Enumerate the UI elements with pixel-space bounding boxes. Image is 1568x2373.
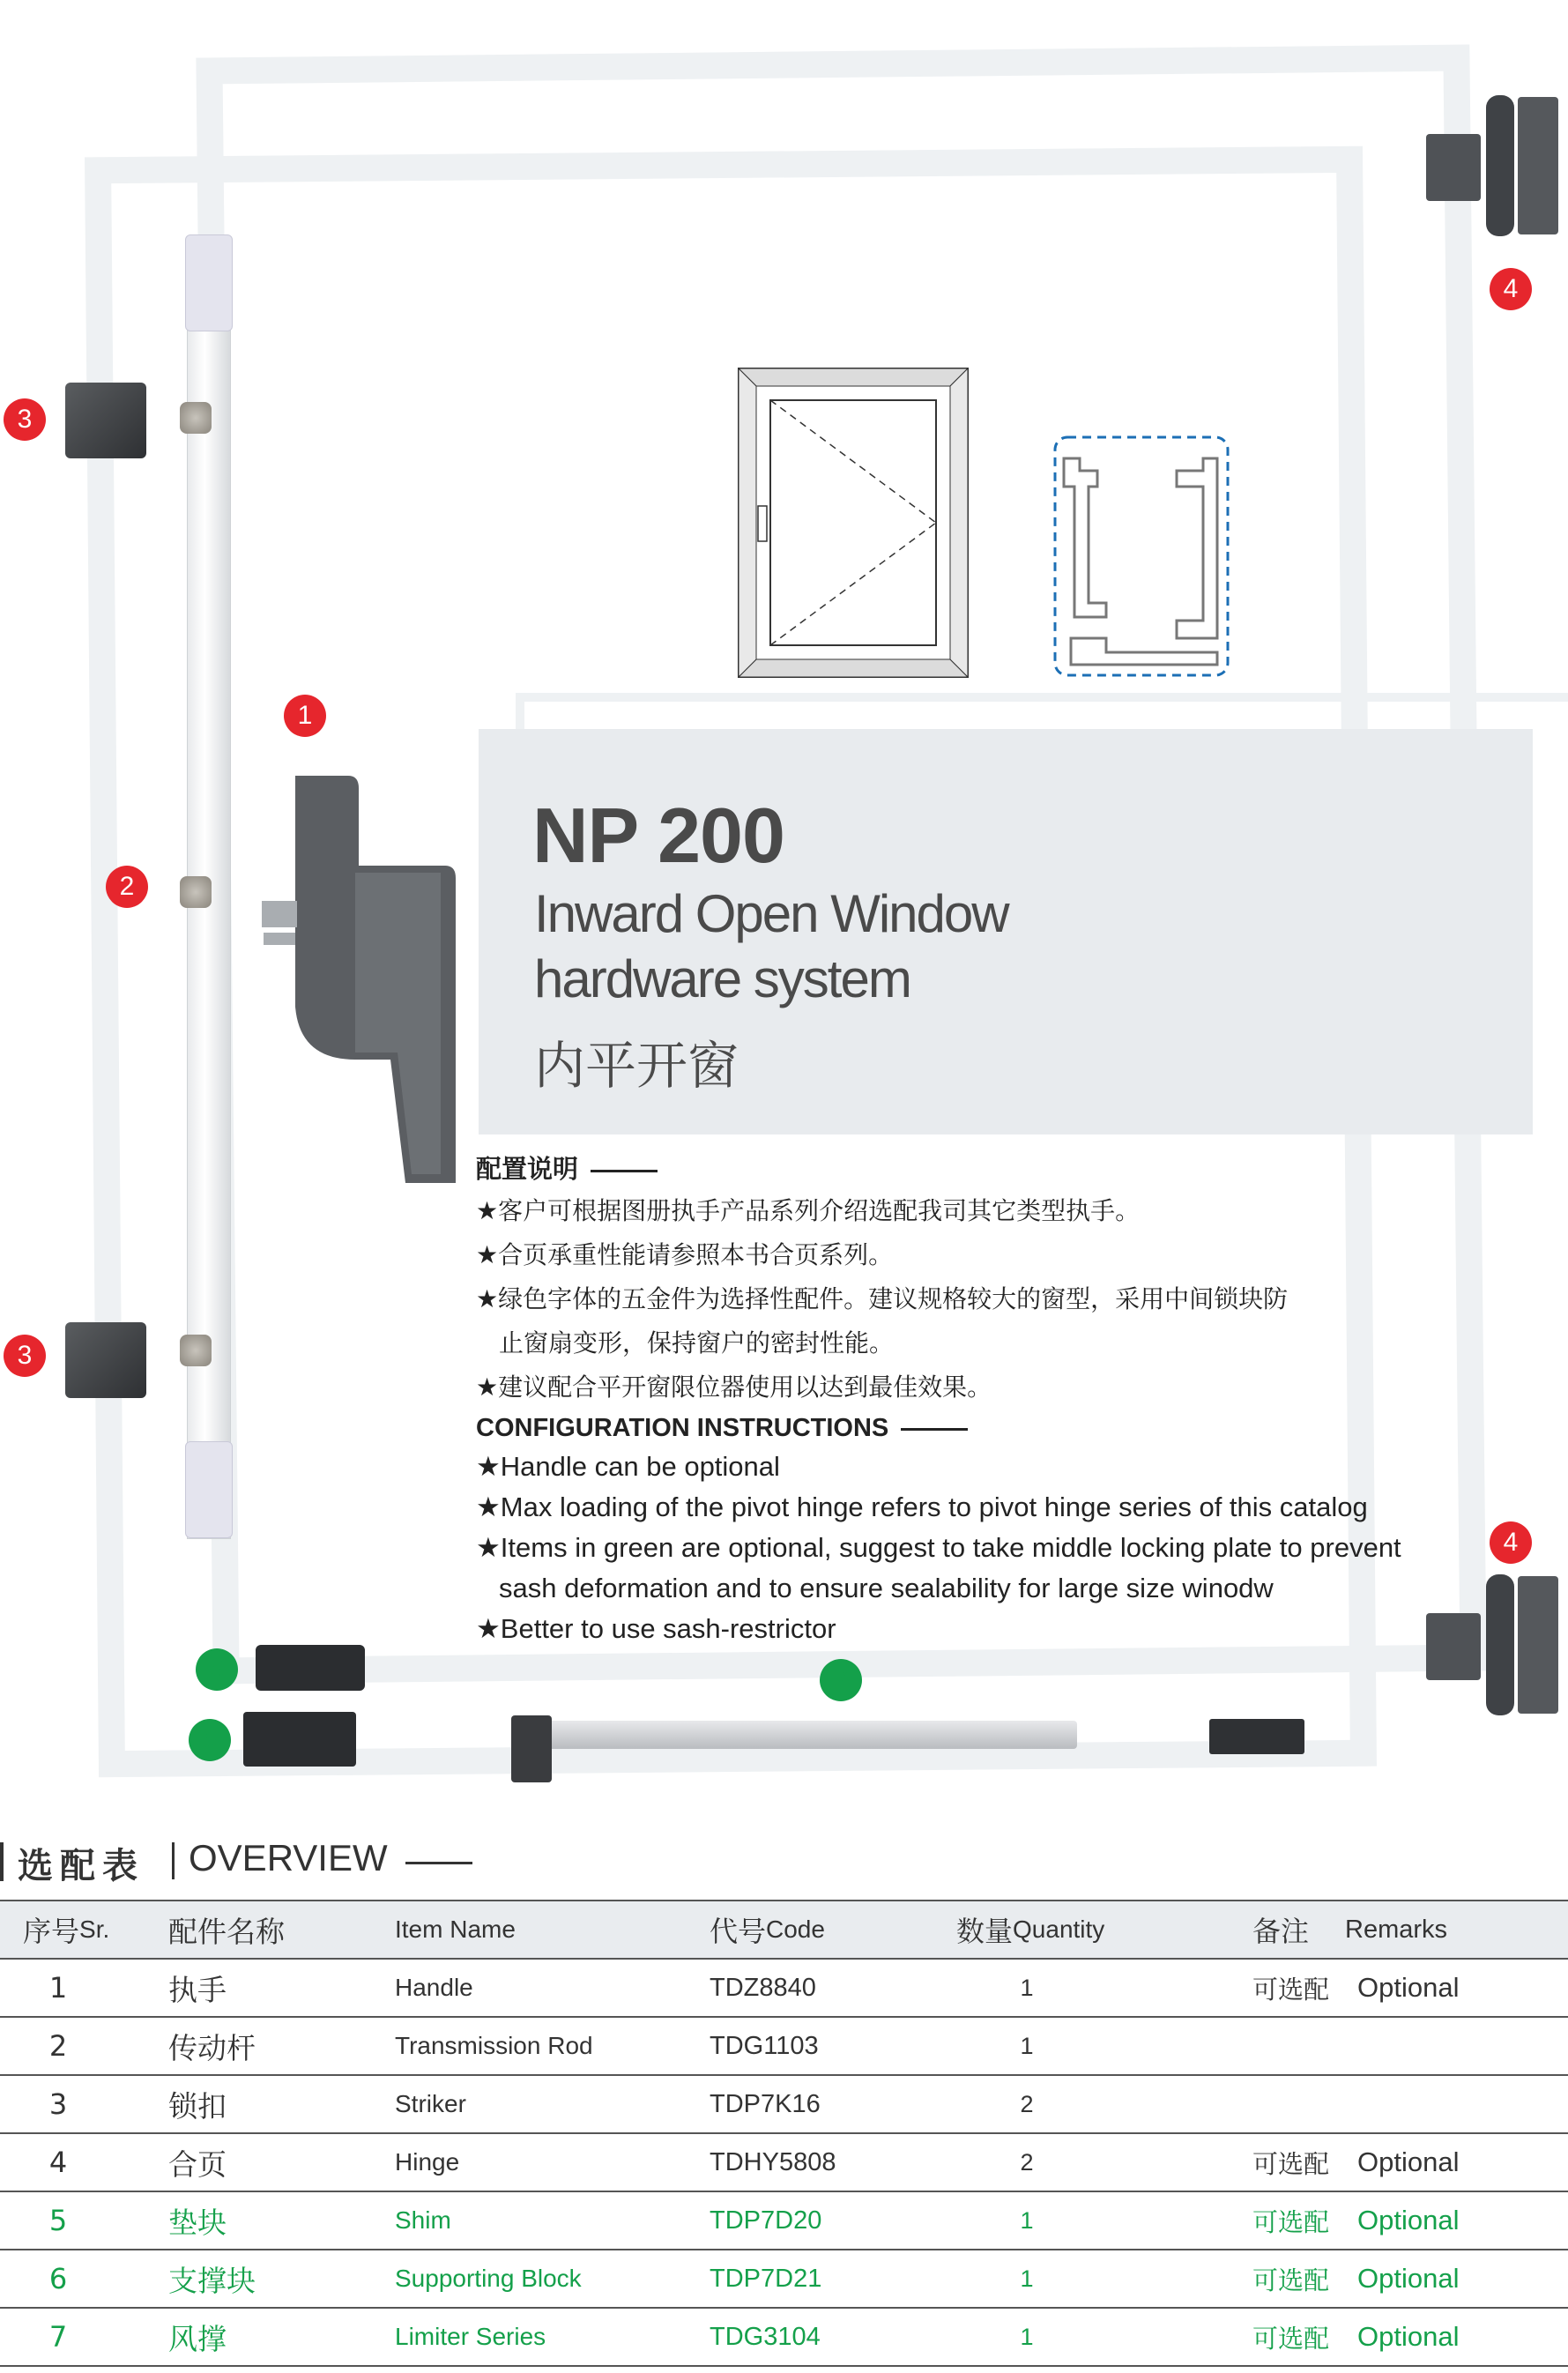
striker-bottom: [65, 1322, 146, 1398]
cell-name-en: Supporting Block: [395, 2265, 582, 2292]
cell-qty: 1: [1020, 2265, 1034, 2292]
cell-name-en: Striker: [395, 2090, 466, 2117]
table-row: [0, 2018, 1568, 2076]
instruction-cn-item: ★建议配合平开窗限位器使用以达到最佳效果。: [476, 1372, 992, 1402]
badge-1: 1: [284, 695, 326, 737]
cell-sr: 3: [48, 2087, 68, 2121]
cell-code: TDG1103: [710, 2031, 819, 2060]
product-subtitle: [534, 882, 1169, 1012]
cell-name-en: Hinge: [395, 2148, 460, 2176]
heading-text: CONFIGURATION INSTRUCTIONS: [476, 1414, 889, 1442]
header-name-en: Item Name: [395, 1916, 516, 1943]
header-code: 代号 Code: [710, 1915, 825, 1948]
profile-section-icon: [1053, 435, 1230, 677]
overview-table: [0, 1900, 1568, 2367]
cell-name-cn: 执手: [168, 1972, 227, 2007]
cell-qty: 1: [1020, 2206, 1034, 2234]
cell-name-cn: 锁扣: [168, 2088, 227, 2124]
rod-pin: [180, 876, 212, 908]
badge-3-top: 3: [4, 398, 46, 441]
cell-remark-cn: 可选配: [1252, 2206, 1330, 2237]
cell-remark-cn: 可选配: [1252, 2265, 1330, 2295]
cell-remark-cn: 可选配: [1252, 2148, 1330, 2179]
badge-6: 6: [189, 1719, 231, 1761]
cell-name-cn: 合页: [168, 2146, 227, 2182]
cell-name-en: Handle: [395, 1974, 473, 2001]
rod-end-bottom: [185, 1441, 233, 1538]
limiter-arm-image: [513, 1721, 1077, 1749]
badge-3-bottom: 3: [4, 1335, 46, 1377]
instruction-en-item: ★Handle can be optional: [476, 1451, 780, 1482]
overview-bar: [0, 1842, 4, 1881]
cell-code: TDP7K16: [710, 2089, 821, 2118]
striker-top: [65, 383, 146, 458]
cell-qty: 2: [1020, 2148, 1034, 2176]
cell-name-cn: 支撑块: [168, 2263, 256, 2298]
table-row: [0, 1960, 1568, 2018]
subtitle-line-2: hardware system: [534, 949, 910, 1008]
cell-name-en: Limiter Series: [395, 2323, 546, 2350]
cell-remark-en: Optional: [1357, 2263, 1460, 2294]
table-row-optional: [0, 2250, 1568, 2309]
badge-5: 5: [196, 1648, 238, 1691]
window-diagram-icon: [737, 367, 970, 679]
instruction-en-item: ★Better to use sash-restrictor: [476, 1613, 836, 1644]
header-name-cn: 配件名称: [168, 1914, 285, 1949]
subtitle-line-1: Inward Open Window: [534, 884, 1008, 943]
instructions-en-heading: [476, 1414, 968, 1443]
rod-pin: [180, 1335, 212, 1366]
cell-name-en: Transmission Rod: [395, 2032, 593, 2059]
instruction-cn-item: ★合页承重性能请参照本书合页系列。: [476, 1240, 894, 1269]
instruction-cn-item: 止窗扇变形，保持窗户的密封性能。: [499, 1328, 895, 1358]
hinge-bottom-image: [1426, 1613, 1481, 1680]
rod-end-top: [185, 234, 233, 331]
hinge-top-image: [1486, 95, 1514, 236]
badge-2: 2: [106, 866, 148, 908]
cell-qty: 1: [1020, 2323, 1034, 2350]
cell-remark-cn: 可选配: [1252, 1974, 1330, 2005]
shim-image: [256, 1645, 365, 1691]
cell-code: TDZ8840: [710, 1973, 816, 2002]
instruction-en-item: ★Items in green are optional, suggest to take middle locking plate to prevent: [476, 1532, 1401, 1563]
subtitle-chinese: 内平开窗: [534, 1036, 739, 1096]
badge-4-bottom: 4: [1490, 1521, 1532, 1564]
overview-title-cn: 选配表: [18, 1846, 145, 1886]
table-row: [0, 2076, 1568, 2134]
instruction-cn-item: ★客户可根据图册执手产品系列介绍选配我司其它类型执手。: [476, 1196, 1141, 1225]
cell-remark-en: Optional: [1357, 2321, 1460, 2352]
cell-name-cn: 垫块: [168, 2205, 227, 2240]
cell-name-cn: 风撑: [168, 2321, 227, 2356]
header-remarks-cn: 备注: [1252, 1915, 1310, 1948]
cell-code: TDHY5808: [710, 2147, 836, 2176]
cell-name-en: Shim: [395, 2206, 451, 2234]
instruction-en-item: sash deformation and to ensure sealability for large size winodw: [499, 1573, 1274, 1603]
header-remarks-en: Remarks: [1345, 1915, 1448, 1944]
supporting-block-image: [243, 1712, 356, 1767]
table-row-optional: [0, 2192, 1568, 2250]
cell-remark-cn: 可选配: [1252, 2323, 1330, 2354]
hinge-bottom-image: [1486, 1574, 1514, 1715]
cell-code: TDP7D20: [710, 2206, 822, 2235]
instruction-en-item: ★Max loading of the pivot hinge refers to pivot hinge series of this catalog: [476, 1491, 1368, 1522]
hinge-bottom-image: [1518, 1576, 1558, 1714]
overview-title-en: OVERVIEW: [189, 1837, 388, 1878]
cell-sr: 7: [48, 2320, 68, 2354]
cell-remark-en: Optional: [1357, 2146, 1460, 2177]
cell-sr: 4: [48, 2146, 68, 2179]
cell-remark-en: Optional: [1357, 1972, 1460, 2003]
instructions-cn-heading: [476, 1149, 658, 1186]
overview-separator: [172, 1842, 175, 1879]
cell-remark-en: Optional: [1357, 2205, 1460, 2235]
cell-sr: 2: [48, 2029, 68, 2063]
badge-4-top: 4: [1490, 268, 1532, 310]
limiter-end-image: [511, 1715, 552, 1782]
cell-code: TDP7D21: [710, 2264, 822, 2293]
overview-dash: [405, 1862, 472, 1864]
cell-name-cn: 传动杆: [168, 2030, 256, 2065]
heading-text: 配置说明: [476, 1154, 579, 1184]
cell-sr: 5: [48, 2204, 68, 2237]
hinge-top-image: [1518, 97, 1558, 234]
handle-image: [260, 769, 463, 1192]
header-quantity: 数量 Quantity: [956, 1916, 1105, 1947]
table-header: [0, 1900, 1568, 1960]
cell-qty: 1: [1020, 1974, 1034, 2001]
header-sr: 序号 Sr.: [23, 1915, 110, 1948]
cell-qty: 2: [1020, 2090, 1034, 2117]
table-row-optional: [0, 2309, 1568, 2367]
hinge-top-image: [1426, 134, 1481, 201]
limiter-slide-image: [1209, 1719, 1304, 1754]
cell-qty: 1: [1020, 2032, 1034, 2059]
rod-pin: [180, 402, 212, 434]
cell-sr: 6: [48, 2262, 68, 2295]
badge-7: 7: [820, 1659, 862, 1701]
instruction-cn-item: ★绿色字体的五金件为选择性配件。建议规格较大的窗型，采用中间锁块防: [476, 1284, 1289, 1313]
model-title: NP 200: [532, 792, 784, 879]
cell-sr: 1: [48, 1971, 68, 2005]
cell-code: TDG3104: [710, 2322, 821, 2351]
table-row: [0, 2134, 1568, 2192]
